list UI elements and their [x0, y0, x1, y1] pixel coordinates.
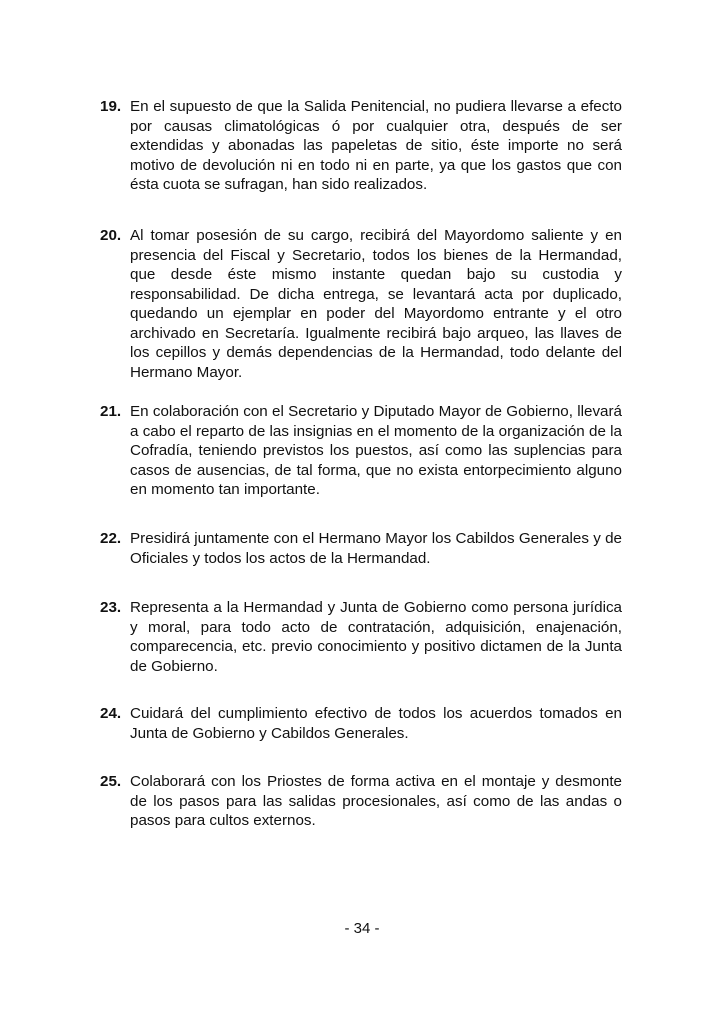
article-19 — [100, 97, 622, 195]
article-text: Representa a la Hermandad y Junta de Gobierno como persona jurídica y moral, para todo acto de contratación, adquisición, enajenación, comparecencia, etc. previo conocimiento y positivo dictamen de la Junta de Gobierno. — [130, 599, 622, 675]
article-number: 25. — [100, 773, 122, 790]
article-number: 20. — [100, 227, 122, 244]
article-text: En el supuesto de que la Salida Penitencial, no pudiera llevarse a efecto por causas climatológicas ó por cualquier otra, después de ser extendidas y abonadas las papeletas de sitio, éste importe no será motivo de devolución ni en todo ni en parte, ya que los gastos que con ésta cuota se sufragan, han sido realizados. — [130, 98, 622, 193]
article-text: Presidirá juntamente con el Hermano Mayor los Cabildos Generales y de Oficiales y todos los actos de la Hermandad. — [130, 530, 622, 567]
article-text: Al tomar posesión de su cargo, recibirá del Mayordomo saliente y en presencia del Fiscal y Secretario, todos los bienes de la Hermandad, que desde éste mismo instante quedan bajo su custodia y responsabilidad. De dicha entrega, se levantará acta por duplicado, quedando un ejemplar en poder del Mayordomo entrante y el otro archivado en Secretaría. Igualmente recibirá bajo arqueo, las llaves de los cepillos y demás dependencias de la Hermandad, todo delante del Hermano Mayor. — [130, 227, 622, 381]
article-25 — [100, 772, 622, 831]
article-23 — [100, 598, 622, 676]
article-24 — [100, 704, 622, 743]
article-text: Cuidará del cumplimiento efectivo de todos los acuerdos tomados en Junta de Gobierno y Cabildos Generales. — [130, 705, 622, 742]
article-number: 23. — [100, 599, 122, 616]
article-text: En colaboración con el Secretario y Diputado Mayor de Gobierno, llevará a cabo el reparto de las insignias en el momento de la organización de la Cofradía, teniendo previstos los puestos, así como las suplencias para casos de ausencias, de tal forma, que no exista entorpecimiento alguno en momento tan importante. — [130, 403, 622, 498]
article-number: 24. — [100, 705, 122, 722]
article-22 — [100, 529, 622, 568]
article-number: 19. — [100, 98, 122, 115]
article-number: 21. — [100, 403, 122, 420]
article-number: 22. — [100, 530, 122, 547]
article-20 — [100, 226, 622, 382]
article-21 — [100, 402, 622, 500]
article-text: Colaborará con los Priostes de forma activa en el montaje y desmonte de los pasos para las salidas procesionales, así como de las andas o pasos para cultos externos. — [130, 773, 622, 829]
page-number: - 34 - — [344, 920, 380, 937]
